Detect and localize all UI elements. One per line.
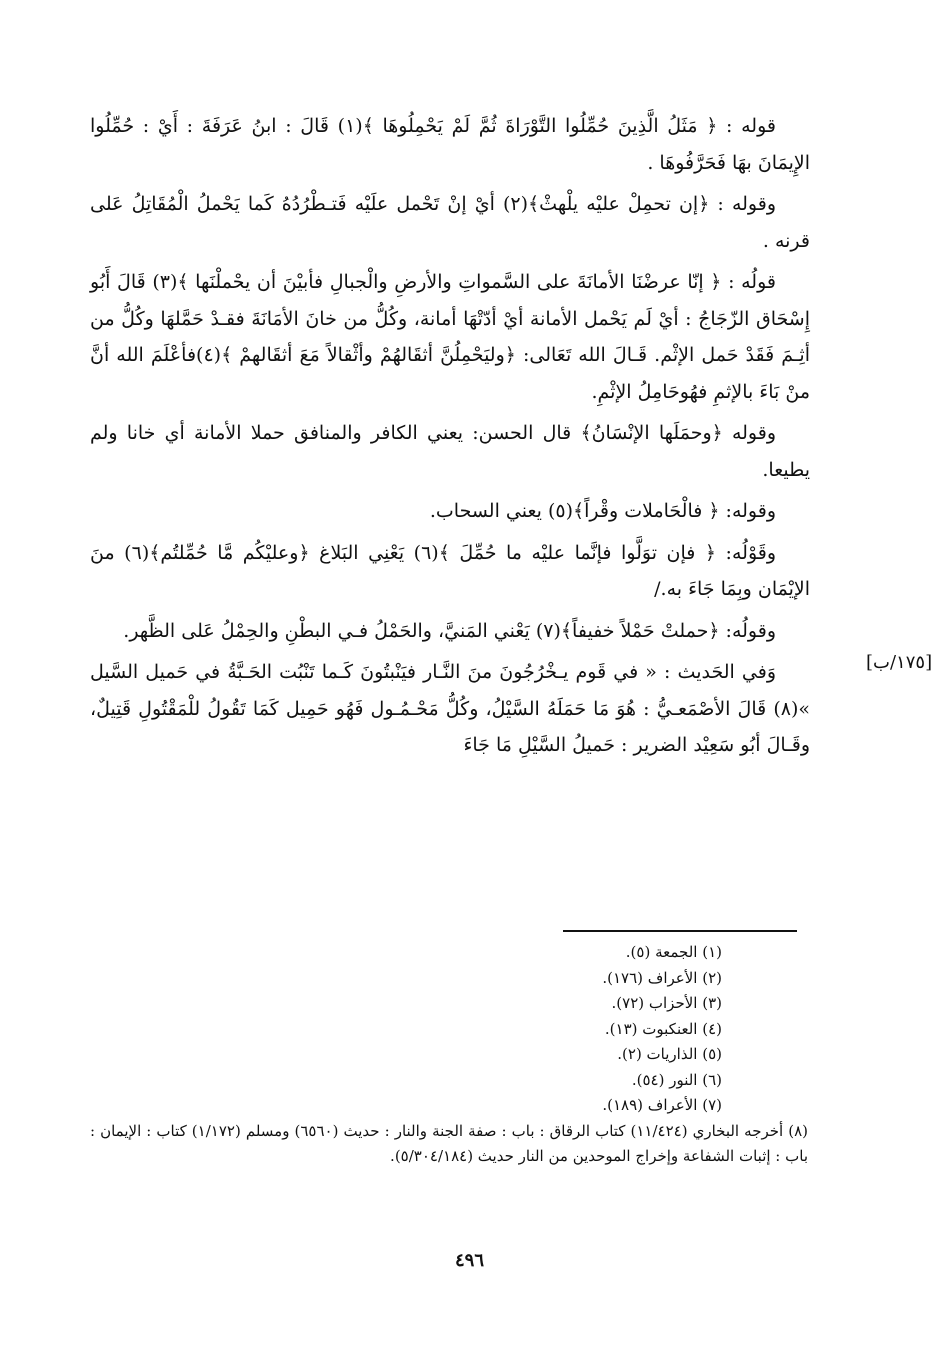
paragraph-6: وقَوْلُه: ﴿ فإن توَلَّوا فإنَّما عليْه ما حُمِّلَ ﴾(٦) يَعْنِي البَلاغ ﴿وعليْكُم مَّا حُمِّلتُم﴾(٦) منَ الإيْمَان وبِمَا جَاءَ به./ — [90, 541, 810, 600]
paragraph-5: وقوله: ﴿ فالْحَاملات وقْراً﴾(٥) يعني السحاب. — [429, 500, 776, 522]
paragraph-4: وقوله ﴿وحمَلَها الإنْسَانُ﴾ قال الحسن: يعني الكافر والمنافق حملا الأمانة أي خانا ولم يطيعا. — [90, 422, 810, 481]
footnotes — [90, 940, 808, 1170]
manuscript-folio-marker: [١٧٥/ب] — [866, 652, 933, 673]
footnote-1: (١) الجمعة (٥). — [625, 943, 722, 961]
paragraph-2: وقوله : ﴿إن تحمِلْ عليْه يلْهثْ﴾(٢) أيْ إنْ تَحْمل علَيْه فَتـطْرُدُهُ كَما يَحْملُ الْمُقَاتِلُ عَلى قرنه . — [90, 193, 810, 252]
footnote-2: (٢) الأعراف (١٧٦). — [602, 968, 722, 987]
page-number: ٤٩٦ — [454, 1250, 484, 1271]
paragraph-1: قوله : ﴿ مَثَلُ الَّذِينَ حُمِّلُوا التَّوْرَاةَ ثُمَّ لَمْ يَحْمِلُوهَا ﴾(١) قَالَ : ابنُ عَرَفَةَ : أَيْ : حُمِّلُوا الإِيمَانَ بهَا فَحَرَّفُوهَا . — [90, 115, 810, 174]
main-text — [90, 108, 810, 769]
footnote-6: (٦) النور (٥٤). — [631, 1070, 722, 1089]
footnote-divider — [563, 930, 797, 932]
footnote-5: (٥) الذاريات (٢). — [617, 1045, 722, 1063]
paragraph-7: وقولُه: ﴿حملتْ حَمْلاً خفيفاً﴾(٧) يَعْني المَنيَّ، والحَمْلُ فـي البطْنِ والحِمْلُ عَلى الظَّهر. — [123, 619, 776, 642]
footnote-4: (٤) العنكبوت (١٣). — [604, 1019, 722, 1038]
footnote-8: (٨) أخرجه البخاري (١١/٤٢٤) كتاب الرقاق : باب : صفة الجنة والنار : حديث (٦٥٦٠) ومسلم (١/١٧٢) كتاب : الإيمان : باب : إثبات الشفاعة وإخراج الموحدين من النار حديث (٥/٣٠٤/١٨٤). — [90, 1121, 809, 1165]
footnote-3: (٣) الأحزاب (٧٢). — [611, 994, 722, 1012]
paragraph-8: وَفي الحَديث : « في قَوم يـخْرُجُونَ منَ النَّـار فيَنْبتُونَ كَـما تَنْبُت الحَـبَّةُ في حَميل السَّيل »(٨) قَالَ الأصْمَعـيُّ : هُوَ مَا حَمَلَهُ السَّيْلُ، وكُلُّ مَحْـمُـول فَهُو حَمِيل كَمَا تَقُولُ للْمَقْتُولِ قَتِيلٌ، وقَـالَ أبُو سَعِيْد الضرير : حَميلُ السَّيْلِ مَا جَاءَ — [90, 661, 810, 756]
footnote-7: (٧) الأعراف (١٨٩). — [602, 1096, 722, 1114]
paragraph-3: قولُه : ﴿ إنّا عرضْنَا الأمانَةَ على السَّمواتِ والأرضِ والْجبالِ فأبيْنَ أن يحْملْنَها ﴾(٣) قَالَ أَبُو إِسْحَاق الزّجَاجُ : أيْ لَم يَحْمل الأمانة أيْ أدّتْهَا أمانة، وكُلُّ من خانَ الأمَانَةَ فقـدْ حَمَّلهَا وكُلُّ من أثِـمَ فَقَدْ حَمل الإثْم. قَـالَ الله تَعَالى: ﴿وليَحْمِلُنَّ أثقَالهُمْ وأثْقالاً مَعَ أثقَالهمْ ﴾(٤)فأعْلَمَ الله أنَّ منْ بَاءَ بالإثمِ فهُوحَامِلُ الإثْمِ. — [90, 271, 810, 403]
